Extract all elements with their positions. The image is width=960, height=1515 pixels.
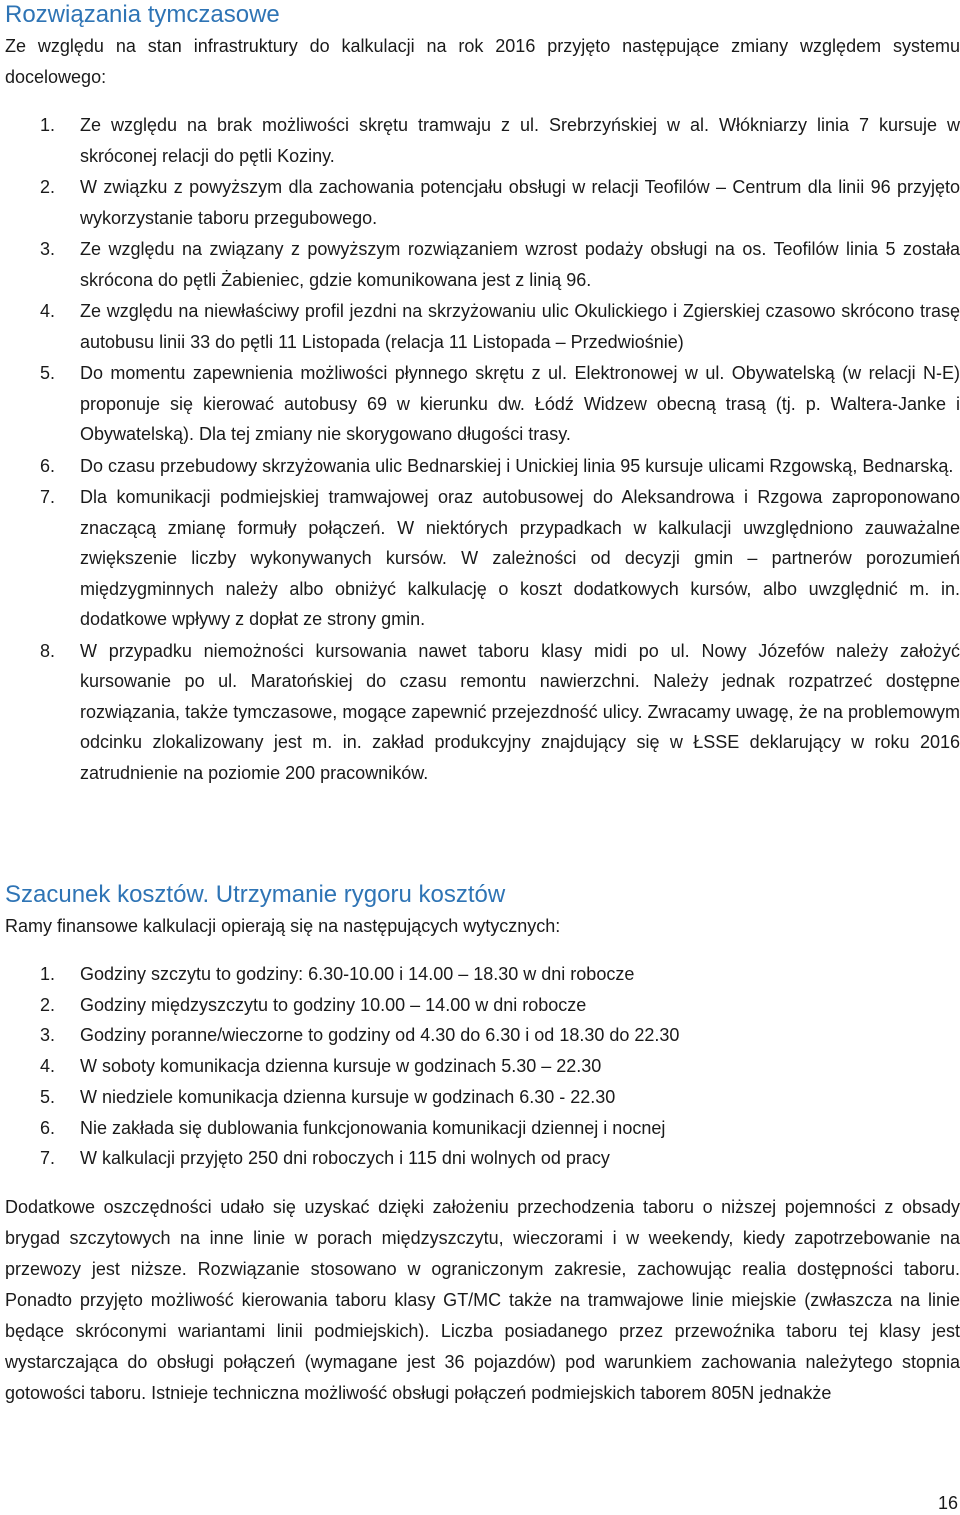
list-item — [0, 1113, 960, 1144]
list-item-number: 4. — [40, 301, 56, 321]
list-item-number: 4. — [40, 1056, 56, 1077]
list-item-text: Ze względu na brak możliwości skrętu tramwaju z ul. Srebrzyńskiej w al. Włókniarzy linia 7 kursuje w skróconej relacji do pętli Koziny. — [80, 115, 960, 166]
list-item-text: Godziny szczytu to godziny: 6.30-10.00 i 14.00 – 18.30 w dni robocze — [80, 964, 635, 984]
list-item-text: Do momentu zapewnienia możliwości płynnego skrętu z ul. Elektronowej w ul. Obywatelską (w relacji N-E) proponuje się kierować autobusy 69 w kierunku dw. Łódź Widzew obecną trasą (tj. p. Waltera-Janke i Obywatelską). Dla tej zmiany nie skorygowano długości trasy. — [80, 363, 960, 444]
list-item — [0, 172, 960, 233]
page-number: 16 — [937, 1493, 958, 1513]
list-item-number: 6. — [40, 455, 56, 476]
cost-intro-paragraph: Ramy finansowe kalkulacji opierają się na następujących wytycznych: — [5, 916, 561, 936]
list-item — [0, 110, 960, 171]
list-item-number: 3. — [40, 239, 56, 259]
list-item-number: 5. — [40, 363, 56, 383]
list-item — [0, 990, 960, 1021]
list-item-text: Nie zakłada się dublowania funkcjonowania komunikacji dziennej i nocnej — [80, 1117, 666, 1138]
list-item-number: 3. — [40, 1025, 56, 1046]
list-item-number: 2. — [40, 994, 56, 1015]
list-item-number: 2. — [40, 177, 56, 197]
list-item-text: Godziny poranne/wieczorne to godziny od 4.30 do 6.30 i od 18.30 do 22.30 — [80, 1025, 680, 1046]
list-item — [0, 1082, 960, 1113]
temporary-solutions-list — [0, 110, 960, 789]
list-item-text: W przypadku niemożności kursowania nawet taboru klasy midi po ul. Nowy Józefów należy założyć kursowanie po ul. Maratońskiej do czasu remontu nawierzchni. Należy jednak rozpatrzeć dostępne rozwiązania, także tymczasowe, mogące zapewnić przejezdność ulicy. Zwracamy uwagę, że na problemowym odcinku zlokalizowany jest m. in. zakład produkcyjny znajdujący się w ŁSSE deklarujący w roku 2016 zatrudnienie na poziomie 200 pracowników. — [80, 640, 960, 783]
list-item — [0, 959, 960, 990]
list-item — [0, 1051, 960, 1082]
list-item-text: W soboty komunikacja dzienna kursuje w godzinach 5.30 – 22.30 — [80, 1056, 602, 1077]
list-item-number: 5. — [40, 1086, 56, 1107]
list-item — [0, 296, 960, 357]
list-item — [0, 1020, 960, 1051]
list-item-number: 6. — [40, 1117, 56, 1138]
list-item-text: Godziny międzyszczytu to godziny 10.00 – 14.00 w dni robocze — [80, 994, 587, 1015]
list-item-text: W niedziele komunikacja dzienna kursuje w godzinach 6.30 - 22.30 — [80, 1086, 616, 1107]
cost-closing-paragraph: Dodatkowe oszczędności udało się uzyskać dzięki założeniu przechodzenia taboru o niższej pojemności z obsady brygad szczytowych na inne linie w porach międzyszczytu, wieczorami i w weekendy, kiedy zapotrzebowanie na przewozy jest niższe. Rozwiązanie stosowano w ograniczonym zakresie, zachowując realia dostępności taboru. Ponadto przyjęto możliwość kierowania taboru klasy GT/MC także na tramwajowe linie miejskie (zwłaszcza na linie będące skróconymi wariantami linii podmiejskich). Liczba posiadanego przez przewoźnika taboru tej klasy jest wystarczająca do obsługi połączeń (wymagane jest 36 pojazdów) pod warunkiem zachowania należytego stopnia gotowości taboru. Istnieje techniczna możliwość obsługi połączeń podmiejskich taborem 805N jednakże — [5, 1197, 960, 1403]
section-heading-cost-estimate: Szacunek kosztów. Utrzymanie rygoru kosztów — [5, 881, 506, 908]
list-item-number: 7. — [40, 1148, 56, 1169]
list-item-number: 1. — [40, 115, 56, 135]
cost-guidelines-list — [0, 959, 960, 1174]
list-item-number: 1. — [40, 964, 56, 984]
list-item — [0, 451, 960, 482]
list-item-text: W kalkulacji przyjęto 250 dni roboczych i 115 dni wolnych od pracy — [80, 1148, 610, 1169]
list-item-text: W związku z powyższym dla zachowania potencjału obsługi w relacji Teofilów – Centrum dla linii 96 przyjęto wykorzystanie taboru przegubowego. — [80, 177, 960, 228]
list-item-text: Ze względu na niewłaściwy profil jezdni na skrzyżowaniu ulic Okulickiego i Zgierskiej czasowo skrócono trasę autobusu linii 33 do pętli 11 Listopada (relacja 11 Listopada – Przedwiośnie) — [80, 301, 960, 352]
list-item-text: Ze względu na związany z powyższym rozwiązaniem wzrost podaży obsługi na os. Teofilów linia 5 została skrócona do pętli Żabieniec, gdzie komunikowana jest z linią 96. — [80, 239, 960, 290]
list-item-number: 8. — [40, 640, 56, 661]
list-item — [0, 358, 960, 450]
section-intro-paragraph: Ze względu na stan infrastruktury do kalkulacji na rok 2016 przyjęto następujące zmiany względem systemu docelowego: — [5, 36, 960, 87]
list-item-number: 7. — [40, 487, 56, 507]
list-item — [0, 482, 960, 635]
list-item — [0, 636, 960, 789]
list-item-text: Dla komunikacji podmiejskiej tramwajowej oraz autobusowej do Aleksandrowa i Rzgowa zaproponowano znaczącą zmianę formuły połączeń. W niektórych przypadkach w kalkulacji uwzględniono zauważalne zwiększenie liczby wykonywanych kursów. W zależności od decyzji gmin – partnerów porozumień międzygminnych należy albo obniżyć kalkulację o koszt dodatkowych kursów, albo uwzględnić m. in. dodatkowe wpływy z dopłat ze strony gmin. — [80, 487, 960, 629]
list-item — [0, 1143, 960, 1174]
section-heading-temporary-solutions: Rozwiązania tymczasowe — [5, 1, 280, 28]
list-item — [0, 234, 960, 295]
list-item-text: Do czasu przebudowy skrzyżowania ulic Bednarskiej i Unickiej linia 95 kursuje ulicami Rzgowską, Bednarską. — [80, 455, 954, 476]
